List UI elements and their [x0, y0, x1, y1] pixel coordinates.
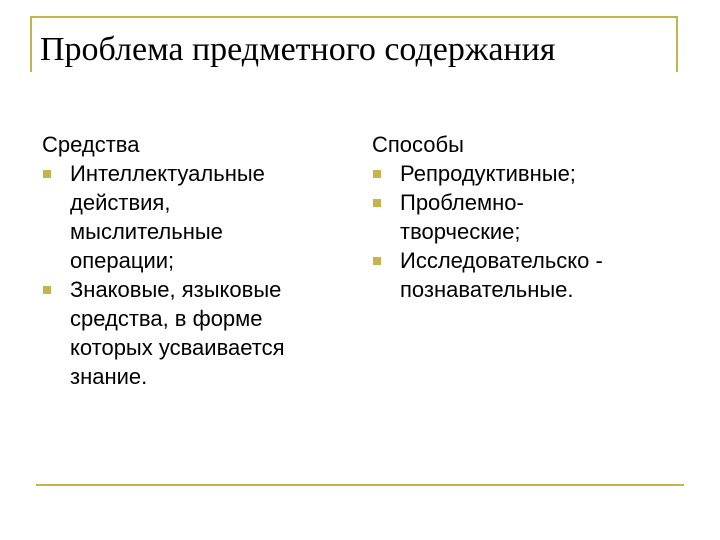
item-line: действия,	[70, 190, 171, 215]
square-bullet-icon	[373, 257, 381, 265]
list-item	[372, 159, 682, 188]
left-heading: Средства	[42, 132, 140, 157]
left-list	[42, 159, 342, 391]
bottom-rule	[36, 484, 684, 486]
left-column	[42, 130, 342, 391]
slide-title: Проблема предметного содержания	[40, 31, 556, 68]
right-list	[372, 159, 682, 304]
right-column	[372, 130, 682, 304]
list-item	[372, 246, 682, 304]
left-rule	[30, 16, 32, 72]
square-bullet-icon	[43, 170, 51, 178]
item-line: средства, в форме	[70, 306, 263, 331]
item-line: Знаковые, языковые	[70, 277, 282, 302]
item-line: Проблемно-	[400, 190, 524, 215]
list-item	[372, 188, 682, 246]
square-bullet-icon	[373, 170, 381, 178]
square-bullet-icon	[43, 286, 51, 294]
item-line: мыслительные	[70, 219, 223, 244]
item-line: знание.	[70, 364, 148, 389]
item-line: Интеллектуальные	[70, 161, 265, 186]
item-line: познавательные.	[400, 277, 574, 302]
item-line: Исследовательско -	[400, 248, 603, 273]
item-line: операции;	[70, 248, 175, 273]
right-rule	[676, 16, 678, 72]
list-item	[42, 275, 342, 391]
square-bullet-icon	[373, 199, 381, 207]
item-line: Репродуктивные;	[400, 161, 576, 186]
top-rule	[30, 16, 678, 18]
item-line: творческие;	[400, 219, 521, 244]
list-item	[42, 159, 342, 275]
right-heading: Способы	[372, 132, 464, 157]
item-line: которых усваивается	[70, 335, 285, 360]
